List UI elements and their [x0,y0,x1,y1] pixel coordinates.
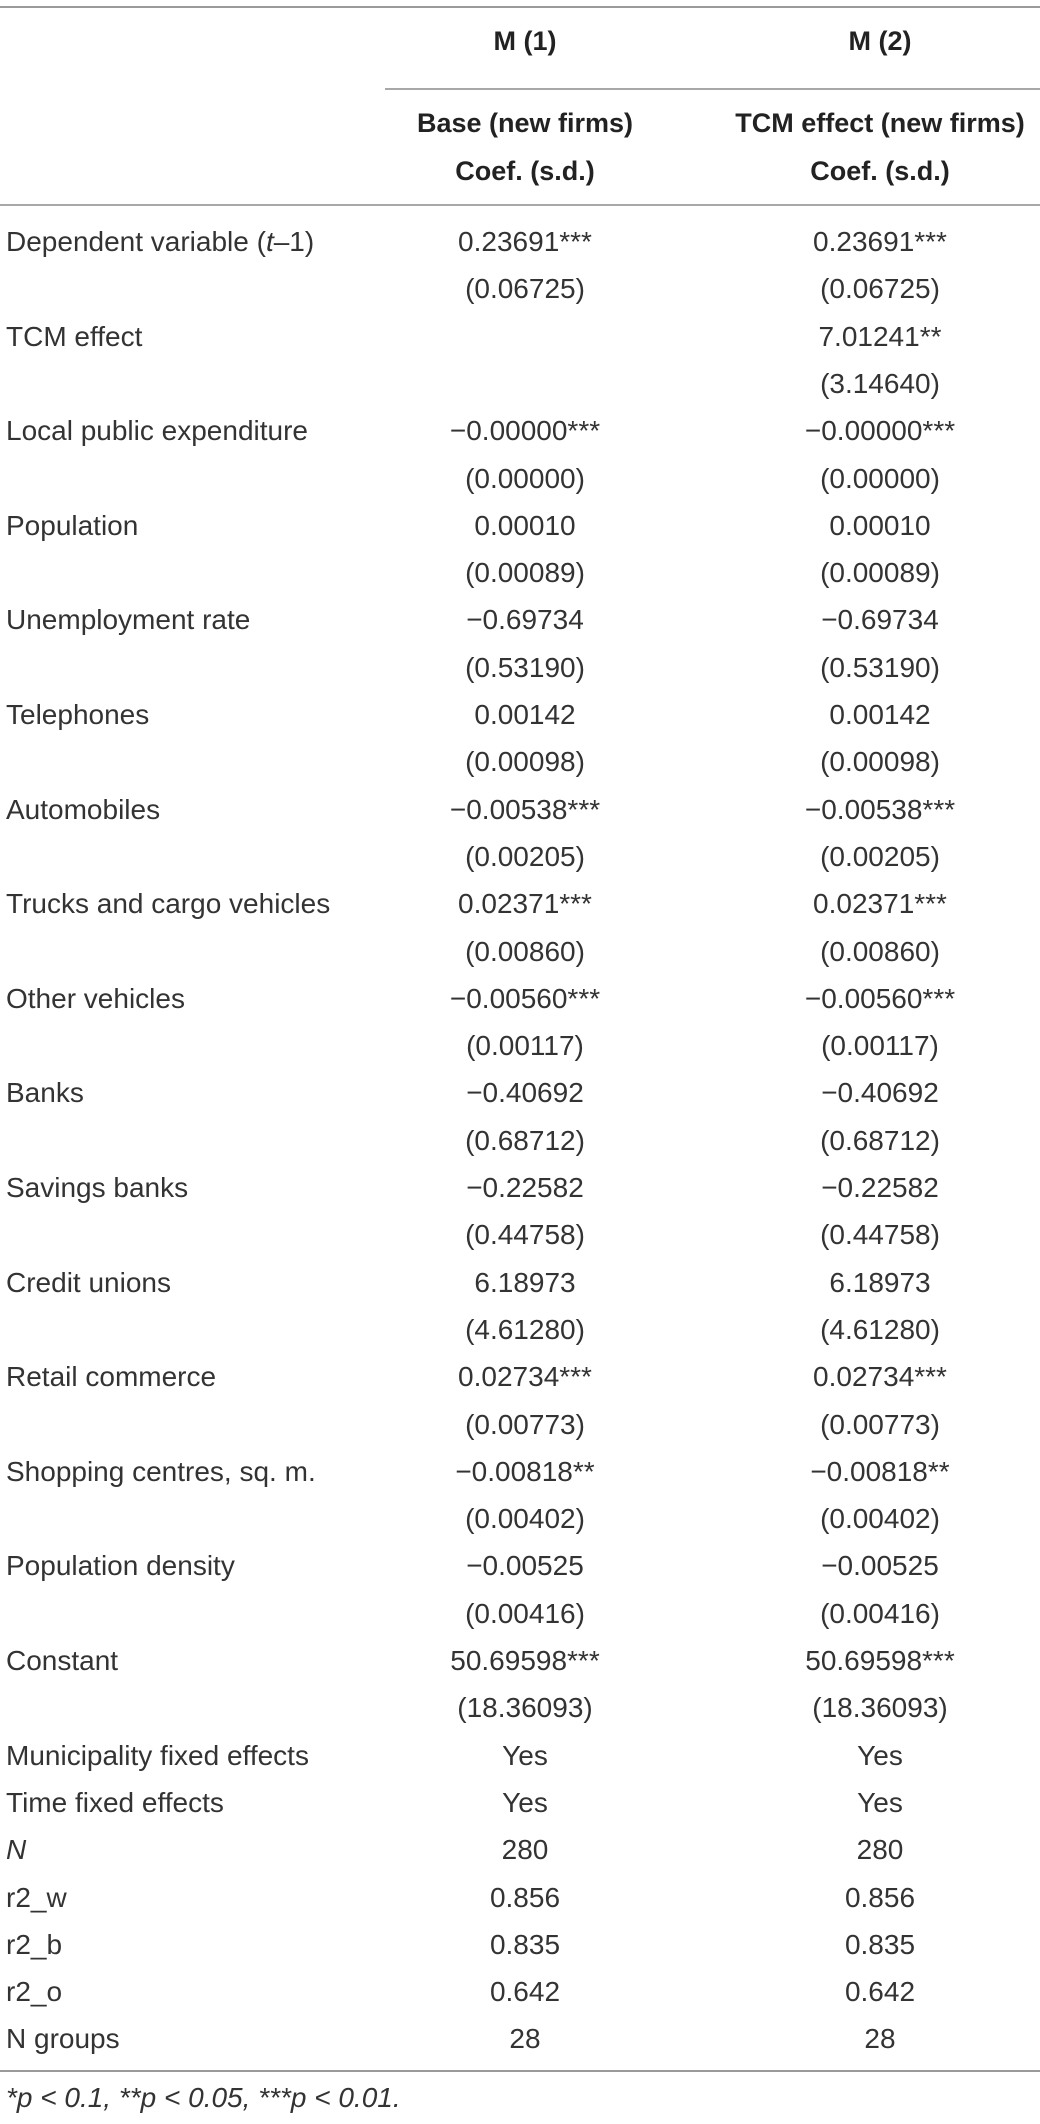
col2-value: −0.00560*** [804,982,956,1014]
table-row [0,1164,1040,1211]
row-label: Local public expenditure [6,415,308,447]
col1-value: (0.00000) [465,462,585,494]
col1-value: Yes [502,1739,548,1771]
table-row [0,549,1040,596]
col1-value: 0.00010 [474,509,576,541]
col2-value: −0.00818** [810,1455,950,1487]
table-row [0,596,1040,643]
table-row [0,1779,1040,1826]
table-row [0,407,1040,454]
significance-footnote: *p < 0.1, **p < 0.05, ***p < 0.01. [6,2082,401,2113]
table-row [0,1448,1040,1495]
col1-value: 0.02371*** [458,888,592,920]
row-label: r2_o [6,1976,63,2008]
table-row [0,502,1040,549]
table-row [0,1921,1040,1968]
table-row [0,1590,1040,1637]
row-label: Automobiles [6,793,161,825]
table-row [0,1306,1040,1353]
col2-value: (0.00773) [820,1408,940,1440]
col1-value: 0.642 [489,1976,561,2008]
col1-value: (0.00117) [466,1030,584,1062]
col1-value: 0.00142 [474,699,576,730]
col1-value: (0.00098) [465,746,585,778]
col1-value: −0.00000*** [449,415,601,447]
col2-value: 0.23691*** [813,226,947,257]
col2-value: 6.18973 [829,1266,931,1298]
table-row [0,1684,1040,1731]
col2-subtitle: Coef. (s.d.) [810,156,950,186]
col2-value: Yes [857,1739,903,1771]
table-row [0,1022,1040,1069]
top-rule [0,6,1040,8]
col1-value: 0.856 [489,1881,561,1913]
row-label: Unemployment rate [6,604,251,636]
row-label: r2_b [6,1928,63,1960]
table-row [0,1542,1040,1589]
table-row [0,1259,1040,1306]
table-row [0,928,1040,975]
row-label: Credit unions [6,1266,171,1298]
col1-value: 0.23691*** [458,226,592,257]
row-label: r2_w [6,1881,67,1913]
table-row [0,1874,1040,1921]
header-bottom-rule [0,204,1040,206]
col2-value: 280 [856,1834,904,1866]
table-row [0,1732,1040,1779]
table-row [0,691,1040,738]
row-label: Savings banks [6,1172,189,1203]
col1-value: (18.36093) [457,1692,593,1724]
table-row [0,218,1040,265]
col2-value: −0.69734 [821,604,939,636]
col1-value: (0.53190) [465,651,585,683]
col2-value: (0.00402) [820,1503,940,1535]
table-row [0,786,1040,833]
table-row [0,1401,1040,1448]
table-row [0,1826,1040,1873]
col1-subtitle: Coef. (s.d.) [455,156,595,186]
col1-value: −0.00818** [455,1455,595,1487]
col2-value: 0.835 [844,1928,916,1960]
row-label: N groups [6,2023,120,2055]
col1-title: Base (new firms) [416,108,634,138]
table-row [0,455,1040,502]
col2-value: (0.68712) [820,1124,940,1156]
col1-value: (0.68712) [465,1124,585,1156]
row-label: Time fixed effects [6,1786,224,1818]
col1-value: (0.44758) [465,1219,585,1251]
col2-value: −0.40692 [821,1077,939,1109]
col2-value: 0.642 [844,1976,916,2008]
col2-model-header: M (2) [848,26,912,56]
col2-value: −0.00000*** [804,415,956,447]
col1-value: −0.69734 [466,604,584,636]
col2-value: −0.00538*** [804,793,956,825]
bottom-rule [0,2070,1040,2072]
row-label: N [6,1834,27,1866]
col2-value: 7.01241** [818,320,942,352]
col1-value: Yes [502,1786,548,1818]
col1-value: 50.69598*** [450,1645,600,1676]
row-label: Retail commerce [6,1361,217,1393]
col1-model-header: M (1) [493,26,557,56]
table-row [0,1211,1040,1258]
row-label: Telephones [6,699,150,730]
table-row [0,360,1040,407]
col2-value: (0.06725) [820,273,940,305]
col1-value: 0.02734*** [458,1361,592,1393]
model-header-rule [385,88,1040,90]
col1-value: (0.00402) [465,1503,585,1535]
col2-value: (0.00416) [820,1597,940,1629]
col2-value: 0.856 [844,1881,916,1913]
col2-value: (18.36093) [812,1692,948,1724]
col1-value: (0.00205) [465,840,585,872]
col2-value: (0.00098) [820,746,940,778]
table-row [0,2015,1040,2062]
col2-value: (0.44758) [820,1219,940,1251]
col1-value: −0.22582 [466,1172,584,1203]
col2-value: 0.00010 [829,509,931,541]
row-label: Trucks and cargo vehicles [6,888,331,920]
table-row [0,313,1040,360]
col1-value: (0.00860) [465,935,585,967]
row-label: Other vehicles [6,982,185,1014]
table-row [0,975,1040,1022]
col1-value: 28 [509,2023,541,2055]
table-row [0,880,1040,927]
col1-value: −0.40692 [466,1077,584,1109]
col2-value: (0.00860) [820,935,940,967]
table-row [0,1353,1040,1400]
col2-value: (0.00000) [820,462,940,494]
row-label: Population density [6,1550,235,1582]
table-row [0,265,1040,312]
table-row [0,833,1040,880]
col2-value: (3.14640) [820,367,940,399]
col2-value: (4.61280) [820,1313,940,1345]
col2-value: (0.00117) [821,1030,939,1062]
table-row [0,644,1040,691]
table-row [0,738,1040,785]
col1-value: −0.00538*** [449,793,601,825]
row-label: Banks [6,1077,84,1109]
row-label: Constant [6,1645,119,1676]
col2-value: 0.02734*** [813,1361,947,1393]
col1-value: −0.00525 [466,1550,584,1582]
table-row [0,1069,1040,1116]
col2-value: (0.53190) [820,651,940,683]
row-label: Shopping centres, sq. m. [6,1455,316,1487]
col1-value [385,313,665,360]
col2-value: Yes [857,1786,903,1818]
col2-value: (0.00205) [820,840,940,872]
col2-value: (0.00089) [820,557,940,589]
col1-value: (0.00773) [465,1408,585,1440]
table-row [0,1637,1040,1684]
col1-value: 0.835 [489,1928,561,1960]
col1-value: 6.18973 [474,1266,576,1298]
col2-title: TCM effect (new firms) [735,108,1025,138]
col2-value: 50.69598*** [805,1645,955,1676]
col1-value: (4.61280) [465,1313,585,1345]
col1-value: −0.00560*** [449,982,601,1014]
col2-value: −0.00525 [821,1550,939,1582]
col2-value: 28 [864,2023,896,2055]
row-label: Municipality fixed effects [6,1739,309,1771]
col1-value [385,360,665,407]
table-row [0,1495,1040,1542]
col1-value: (0.06725) [465,273,585,305]
table-row [0,1117,1040,1164]
row-label: TCM effect [6,320,143,352]
row-label: Dependent variable (t–1) [6,226,315,257]
col2-value: 0.02371*** [813,888,947,920]
col1-value: (0.00416) [465,1597,585,1629]
col2-value: 0.00142 [829,699,931,730]
col1-value: (0.00089) [465,557,585,589]
row-label: Population [6,509,139,541]
col2-value: −0.22582 [821,1172,939,1203]
col1-value: 280 [501,1834,549,1866]
table-row [0,1968,1040,2015]
